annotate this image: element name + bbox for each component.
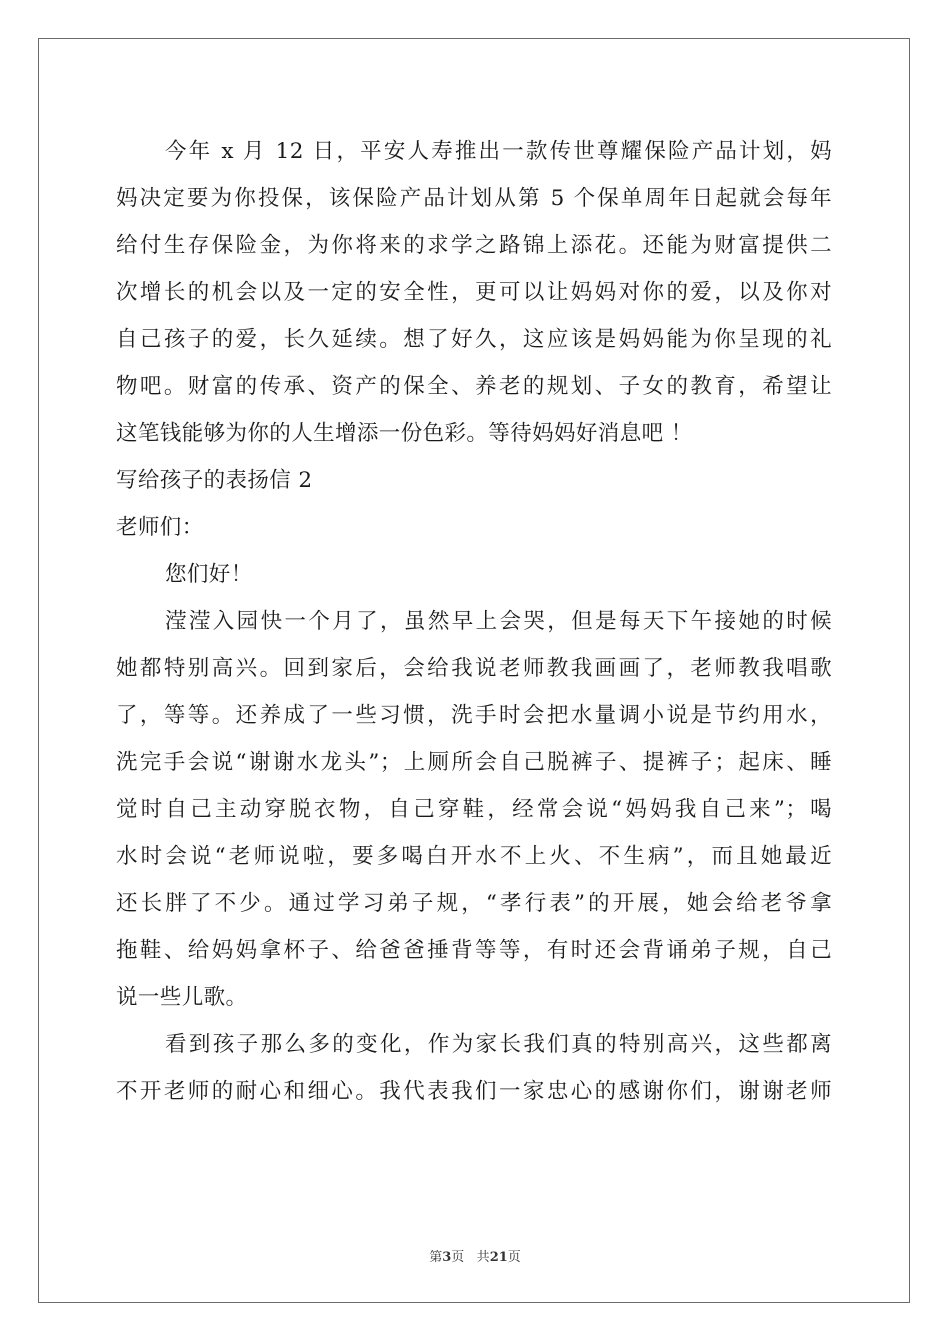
paragraph-line: 水时会说“老师说啦，要多喝白开水不上火、不生病”，而且她最近 bbox=[116, 844, 832, 869]
paragraph-line: 了，等等。还养成了一些习惯，洗手时会把水量调小说是节约用水， bbox=[116, 703, 832, 728]
paragraph-line: 还长胖了不少。通过学习弟子规，“孝行表”的开展，她会给老爷拿 bbox=[116, 891, 832, 916]
paragraph-line: 次增长的机会以及一定的安全性，更可以让妈妈对你的爱，以及你对 bbox=[116, 280, 832, 305]
paragraph-line: 说一些儿歌。 bbox=[116, 985, 248, 1010]
paragraph-line: 物吧。财富的传承、资产的保全、养老的规划、子女的教育，希望让 bbox=[116, 374, 832, 399]
paragraph-line: 不开老师的耐心和细心。我代表我们一家忠心的感谢你们，谢谢老师 bbox=[116, 1079, 832, 1104]
paragraph-line: 今年 x 月 12 日，平安人寿推出一款传世尊耀保险产品计划，妈 bbox=[165, 139, 832, 164]
paragraph-line: 这笔钱能够为你的人生增添一份色彩。等待妈妈好消息吧 ！ bbox=[116, 421, 693, 446]
total-pages: 21 bbox=[489, 1250, 508, 1265]
paragraph-line: 自己孩子的爱，长久延续。想了好久，这应该是妈妈能为你呈现的礼 bbox=[116, 327, 832, 352]
page-footer bbox=[0, 1246, 950, 1265]
paragraph-line: 觉时自己主动穿脱衣物，自己穿鞋，经常会说“妈妈我自己来”；喝 bbox=[116, 797, 832, 822]
greeting: 您们好！ bbox=[165, 562, 253, 587]
paragraph-line: 洗完手会说“谢谢水龙头”；上厕所会自己脱裤子、提裤子；起床、睡 bbox=[116, 750, 832, 775]
paragraph-line: 她都特别高兴。回到家后，会给我说老师教我画画了，老师教我唱歌 bbox=[116, 656, 832, 681]
section-heading: 写给孩子的表扬信 2 bbox=[116, 468, 313, 493]
paragraph-line: 看到孩子那么多的变化，作为家长我们真的特别高兴，这些都离 bbox=[165, 1032, 832, 1057]
total-suffix: 页 bbox=[507, 1250, 521, 1265]
paragraph-line: 滢滢入园快一个月了，虽然早上会哭，但是每天下午接她的时候 bbox=[165, 609, 832, 634]
paragraph-line: 给付生存保险金，为你将来的求学之路锦上添花。还能为财富提供二 bbox=[116, 233, 832, 258]
paragraph-line: 妈决定要为你投保，该保险产品计划从第 5 个保单周年日起就会每年 bbox=[116, 186, 832, 211]
total-prefix: 共 bbox=[476, 1250, 490, 1265]
paragraph-line: 拖鞋、给妈妈拿杯子、给爸爸捶背等等，有时还会背诵弟子规，自己 bbox=[116, 938, 832, 963]
salutation: 老师们： bbox=[116, 515, 204, 540]
page-suffix: 页 bbox=[451, 1250, 465, 1265]
document-body bbox=[116, 128, 832, 1115]
page-number: 3 bbox=[442, 1250, 452, 1265]
page-prefix: 第 bbox=[429, 1250, 443, 1265]
